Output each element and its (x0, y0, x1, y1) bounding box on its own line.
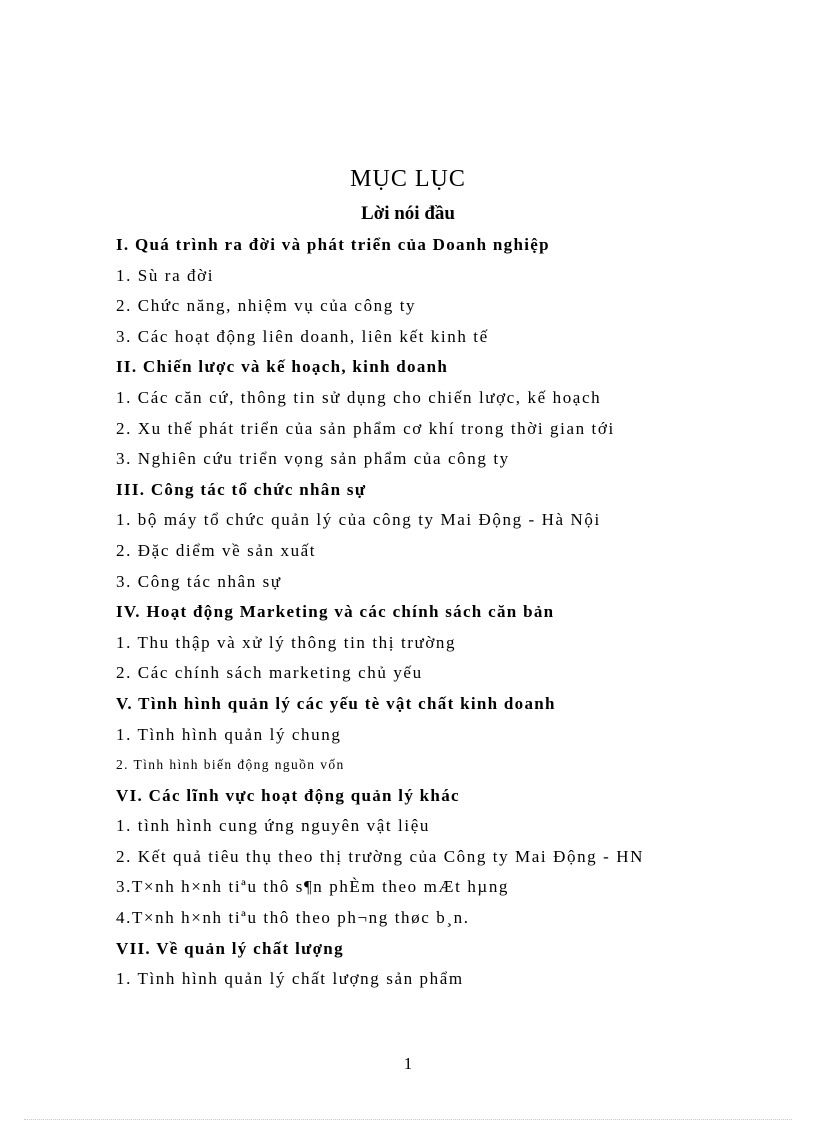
toc-item: 1. Các căn cứ, thông tin sử dụng cho chiến lược, kế hoạch (116, 387, 602, 407)
toc-section-5: V. Tình hình quản lý các yếu tè vật chất kinh doanh (116, 693, 556, 713)
toc-section-1: I. Quá trình ra đời và phát triển của Doanh nghiệp (116, 235, 550, 254)
preface-heading: Lời nói đầu (361, 203, 455, 224)
table-of-contents (116, 234, 746, 999)
toc-item: 3.T×nh h×nh tiªu thô s¶n phÈm theo mÆt hµng (116, 877, 510, 897)
toc-item: 1. Tình hình quản lý chung (116, 724, 342, 744)
toc-item: 2. Kết quả tiêu thụ theo thị trường của Công ty Mai Động - HN (116, 846, 644, 866)
toc-item: 2. Tình hình biến động nguồn vốn (116, 757, 345, 773)
toc-item: 3. Nghiên cứu triển vọng sản phẩm của công ty (116, 449, 510, 469)
toc-item: 2. Đặc diểm về sản xuất (116, 540, 317, 560)
toc-item: 1. tình hình cung ứng nguyên vật liệu (116, 816, 430, 836)
toc-item: 2. Chức năng, nhiệm vụ của công ty (116, 296, 417, 316)
toc-section-4: IV. Hoạt động Marketing và các chính sách căn bản (116, 602, 555, 622)
toc-section-3: III. Công tác tổ chức nhân sự (116, 479, 367, 499)
toc-section-2: II. Chiến lược và kế hoạch, kinh doanh (116, 357, 449, 377)
toc-item: 4.T×nh h×nh tiªu thô theo ph¬ng thøc b¸n. (116, 908, 470, 928)
toc-item: 2. Các chính sách marketing chủ yếu (116, 663, 423, 683)
page-number: 1 (403, 1054, 413, 1073)
page-bottom-divider (24, 1119, 792, 1120)
toc-item: 3. Các hoạt động liên doanh, liên kết kinh tế (116, 326, 489, 346)
toc-item: 3. Công tác nhân sự (116, 571, 282, 591)
toc-item: 1. Tình hình quản lý chất lượng sản phẩm (116, 969, 464, 989)
toc-section-6: VI. Các lĩnh vực hoạt động quản lý khác (116, 785, 460, 805)
toc-title: MỤC LỤC (350, 166, 466, 192)
toc-item: 2. Xu thế phát triển của sản phẩm cơ khí trong thời gian tới (116, 418, 615, 438)
toc-section-7: VII. Về quản lý chất lượng (116, 938, 344, 958)
toc-item: 1. Sù ra đời (116, 265, 215, 285)
toc-item: 1. Thu thập và xử lý thông tin thị trường (116, 632, 457, 652)
toc-item: 1. bộ máy tổ chức quản lý của công ty Mai Động - Hà Nội (116, 510, 601, 530)
